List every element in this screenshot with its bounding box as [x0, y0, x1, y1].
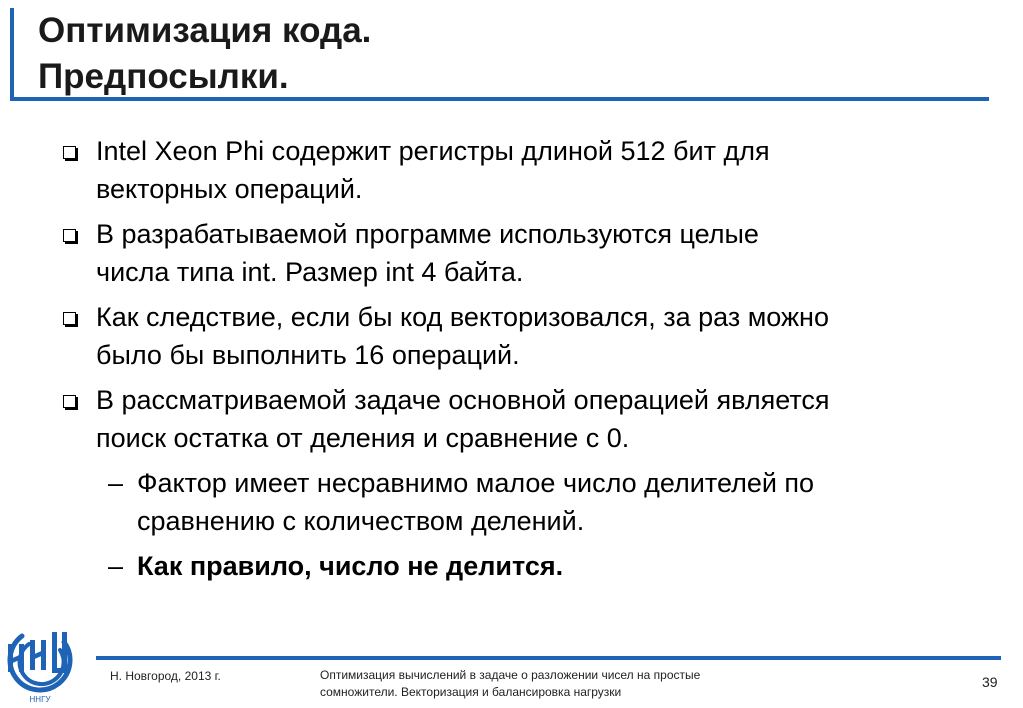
subbullet-line: Фактор имеет несравнимо малое число делителей по — [137, 468, 815, 498]
bullet-item — [96, 132, 770, 208]
checkbox-bullet-icon — [63, 312, 76, 325]
bullet-item — [96, 381, 830, 457]
slide-title — [38, 8, 371, 100]
logo-text: ННГУ — [29, 695, 51, 704]
footer-description — [320, 667, 700, 701]
footer-city-year: Н. Новгород, 2013 г. — [110, 669, 221, 683]
bullet-line: было бы выполнить 16 операций. — [96, 340, 520, 370]
bullet-item — [96, 215, 759, 291]
subbullet-line: сравнению с количеством делений. — [137, 506, 585, 536]
footer-description-line-2: сомножители. Векторизация и балансировка нагрузки — [320, 685, 622, 699]
slide-title-line-1: Оптимизация кода. — [38, 11, 372, 50]
dash-marker: – — [108, 551, 124, 581]
subbullet-line: Как правило, число не делится. — [137, 551, 564, 581]
subbullet-item-bold — [137, 547, 563, 585]
checkbox-bullet-icon — [63, 395, 76, 408]
bullet-item — [96, 298, 829, 374]
bullet-line: В рассматриваемой задаче основной операцией является — [96, 385, 830, 415]
title-accent-bar — [10, 8, 14, 99]
slide-title-line-2: Предпосылки. — [38, 57, 289, 96]
university-logo-icon — [2, 622, 78, 704]
checkbox-bullet-icon — [63, 229, 76, 242]
page-number: 39 — [982, 674, 998, 690]
bullet-line: числа типа int. Размер int 4 байта. — [96, 257, 524, 287]
footer-description-line-1: Оптимизация вычислений в задаче о разложении чисел на простые — [320, 668, 701, 682]
bullet-line: В разрабатываемой программе используются целые — [96, 219, 759, 249]
checkbox-bullet-icon — [63, 146, 76, 159]
bullet-line: Intel Xeon Phi содержит регистры длиной 512 бит для — [96, 136, 770, 166]
bullet-line: поиск остатка от деления и сравнение с 0. — [96, 423, 630, 453]
title-divider — [10, 97, 989, 101]
subbullet-item — [137, 464, 814, 540]
bullet-line: Как следствие, если бы код векторизовался, за раз можно — [96, 302, 829, 332]
bullet-line: векторных операций. — [96, 174, 363, 204]
dash-marker: – — [108, 468, 124, 498]
footer-divider — [96, 656, 1001, 660]
